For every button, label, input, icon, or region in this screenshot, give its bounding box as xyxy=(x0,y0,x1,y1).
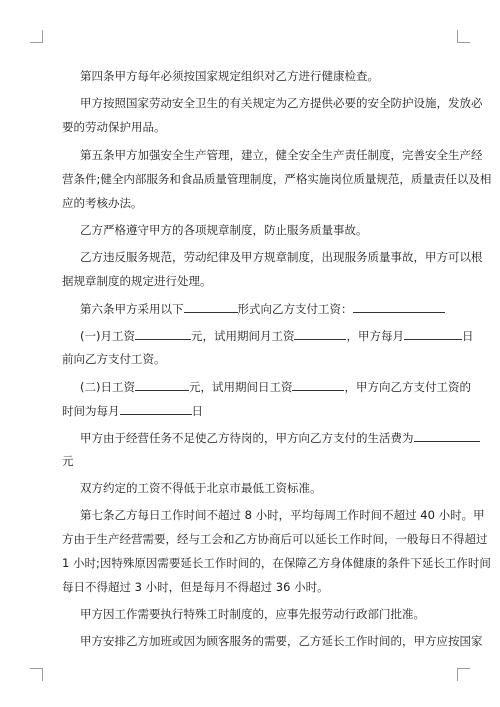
text-segment: 形式向乙方支付工资： xyxy=(237,302,353,316)
text-line: 元 xyxy=(62,454,74,468)
text-line: 甲方按照国家劳动安全卫生的有关规定为乙方提供必要的安全防护设施，发放必 xyxy=(80,96,483,110)
blank-line xyxy=(292,379,344,391)
text-segment: ，甲方向乙方支付工资的 xyxy=(344,380,471,394)
blank-line xyxy=(184,301,238,313)
text-line xyxy=(62,403,442,418)
text-line: 第七条乙方每日工作时间不超过 8 小时，平均每周工作时间不超过 40 小时。甲 xyxy=(80,508,485,522)
text-segment: 甲方由于经营任务不足使乙方待岗的，甲方向乙方支付的生活费为 xyxy=(80,431,414,445)
text-line xyxy=(80,430,460,445)
text-segment: 日 xyxy=(461,329,474,343)
text-line xyxy=(80,328,474,343)
text-segment: 时间为每月 xyxy=(62,404,120,418)
text-line: 要的劳动保护用品。 xyxy=(62,120,166,134)
text-segment: 元，试用期间月工资 xyxy=(190,329,295,343)
text-line: 甲方安排乙方加班或因为顾客服务的需要，乙方延长工作时间的，甲方应按国家 xyxy=(80,634,483,648)
text-line: 应的考核办法。 xyxy=(62,196,143,210)
text-segment: 元，试用期间日工资 xyxy=(188,380,293,394)
text-line xyxy=(80,379,471,394)
text-line: 据规章制度的规定进行处理。 xyxy=(62,274,212,288)
blank-line xyxy=(135,379,189,391)
text-segment: (二)日工资 xyxy=(80,380,135,394)
text-segment: 第六条甲方采用以下 xyxy=(80,302,184,316)
text-segment: (一)月工资 xyxy=(80,329,135,343)
text-line: 第五条甲方加强安全生产管理，建立，健全安全生产责任制度，完善安全生产经 xyxy=(80,148,483,162)
text-line: 方由于生产经营需要，经与工会和乙方协商后可以延长工作时间，一般每日不得超过 xyxy=(62,532,488,546)
text-line: 营条件;健全内部服务和食品质量管理制度，严格实施岗位质量规范，质量责任以及相 xyxy=(62,172,492,186)
crop-mark-top-right xyxy=(457,30,470,43)
text-segment: 日 xyxy=(191,404,203,418)
text-segment: ，甲方每月 xyxy=(346,329,404,343)
crop-mark-bottom-left xyxy=(30,668,43,681)
text-line xyxy=(80,301,460,316)
blank-line xyxy=(404,328,462,340)
blank-line xyxy=(135,328,191,340)
crop-mark-bottom-right xyxy=(457,668,470,681)
text-line: 每日不得超过 3 小时，但是每月不得超过 36 小时。 xyxy=(62,580,329,594)
blank-line xyxy=(414,430,480,442)
crop-mark-top-left xyxy=(30,30,43,43)
blank-line xyxy=(353,301,445,313)
blank-line xyxy=(294,328,346,340)
text-line: 双方约定的工资不得低于北京市最低工资标准。 xyxy=(80,481,322,495)
text-line: 1 小时;因特殊原因需要延长工作时间的，在保障乙方身体健康的条件下延长工作时间 xyxy=(62,556,491,570)
text-line: 甲方因工作需要执行特殊工时制度的，应事先报劳动行政部门批准。 xyxy=(80,607,425,621)
blank-line xyxy=(120,403,192,415)
text-line: 前向乙方支付工资。 xyxy=(62,352,166,366)
text-line: 乙方严格遵守甲方的各项规章制度，防止服务质量事故。 xyxy=(80,223,368,237)
text-line: 乙方违反服务规范，劳动纪律及甲方规章制度，出现服务质量事故，甲方可以根 xyxy=(80,250,483,264)
text-line: 第四条甲方每年必须按国家规定组织对乙方进行健康检查。 xyxy=(80,69,379,83)
